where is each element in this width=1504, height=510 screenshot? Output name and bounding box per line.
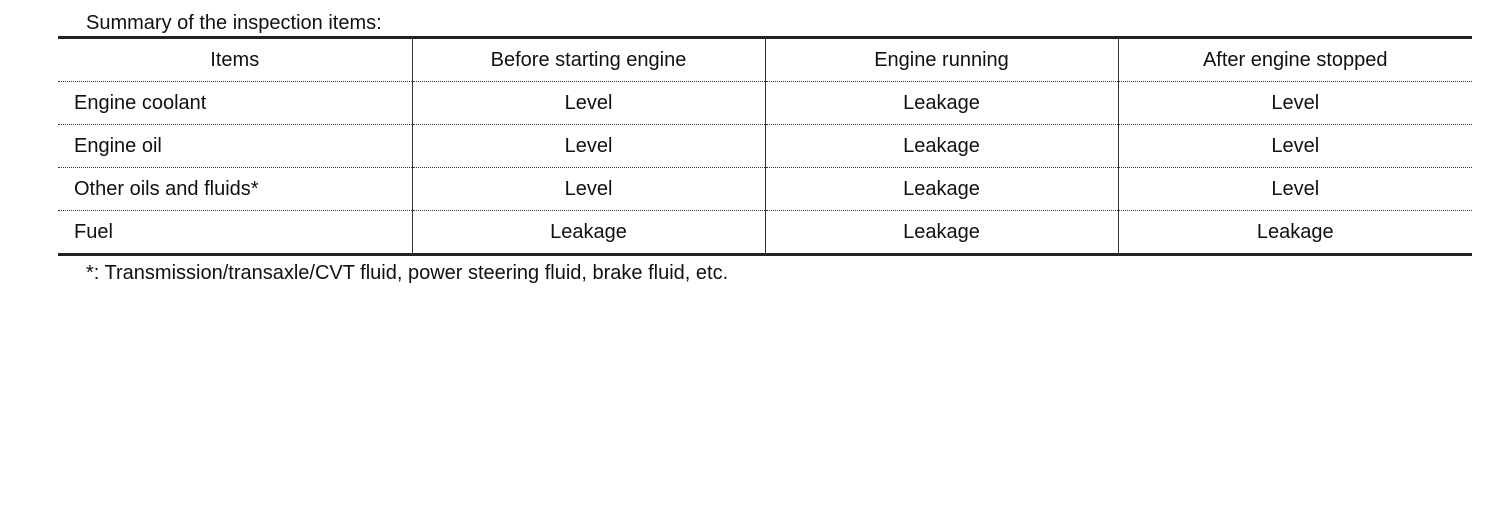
- table-header-row: [58, 38, 1472, 82]
- column-header-after-engine-stopped: After engine stopped: [1118, 38, 1472, 82]
- after-stopped-cell: Level: [1118, 125, 1472, 168]
- column-header-items: Items: [58, 38, 412, 82]
- engine-running-cell: Leakage: [765, 168, 1118, 211]
- after-stopped-cell: Leakage: [1118, 211, 1472, 255]
- table-row: [58, 82, 1472, 125]
- table-caption: Summary of the inspection items:: [86, 12, 382, 34]
- table-footnote: *: Transmission/transaxle/CVT fluid, power steering fluid, brake fluid, etc.: [86, 262, 729, 284]
- after-stopped-cell: Level: [1118, 168, 1472, 211]
- engine-running-cell: Leakage: [765, 82, 1118, 125]
- engine-running-cell: Leakage: [765, 211, 1118, 255]
- table-row: [58, 125, 1472, 168]
- before-starting-cell: Level: [412, 82, 765, 125]
- item-cell: Engine coolant: [58, 82, 412, 125]
- before-starting-cell: Level: [412, 125, 765, 168]
- inspection-summary-table: [58, 36, 1472, 256]
- before-starting-cell: Level: [412, 168, 765, 211]
- column-header-engine-running: Engine running: [765, 38, 1118, 82]
- item-cell: Other oils and fluids*: [58, 168, 412, 211]
- table-row: [58, 211, 1472, 255]
- item-cell: Engine oil: [58, 125, 412, 168]
- column-header-before-starting-engine: Before starting engine: [412, 38, 765, 82]
- engine-running-cell: Leakage: [765, 125, 1118, 168]
- item-cell: Fuel: [58, 211, 412, 255]
- after-stopped-cell: Level: [1118, 82, 1472, 125]
- before-starting-cell: Leakage: [412, 211, 765, 255]
- table-row: [58, 168, 1472, 211]
